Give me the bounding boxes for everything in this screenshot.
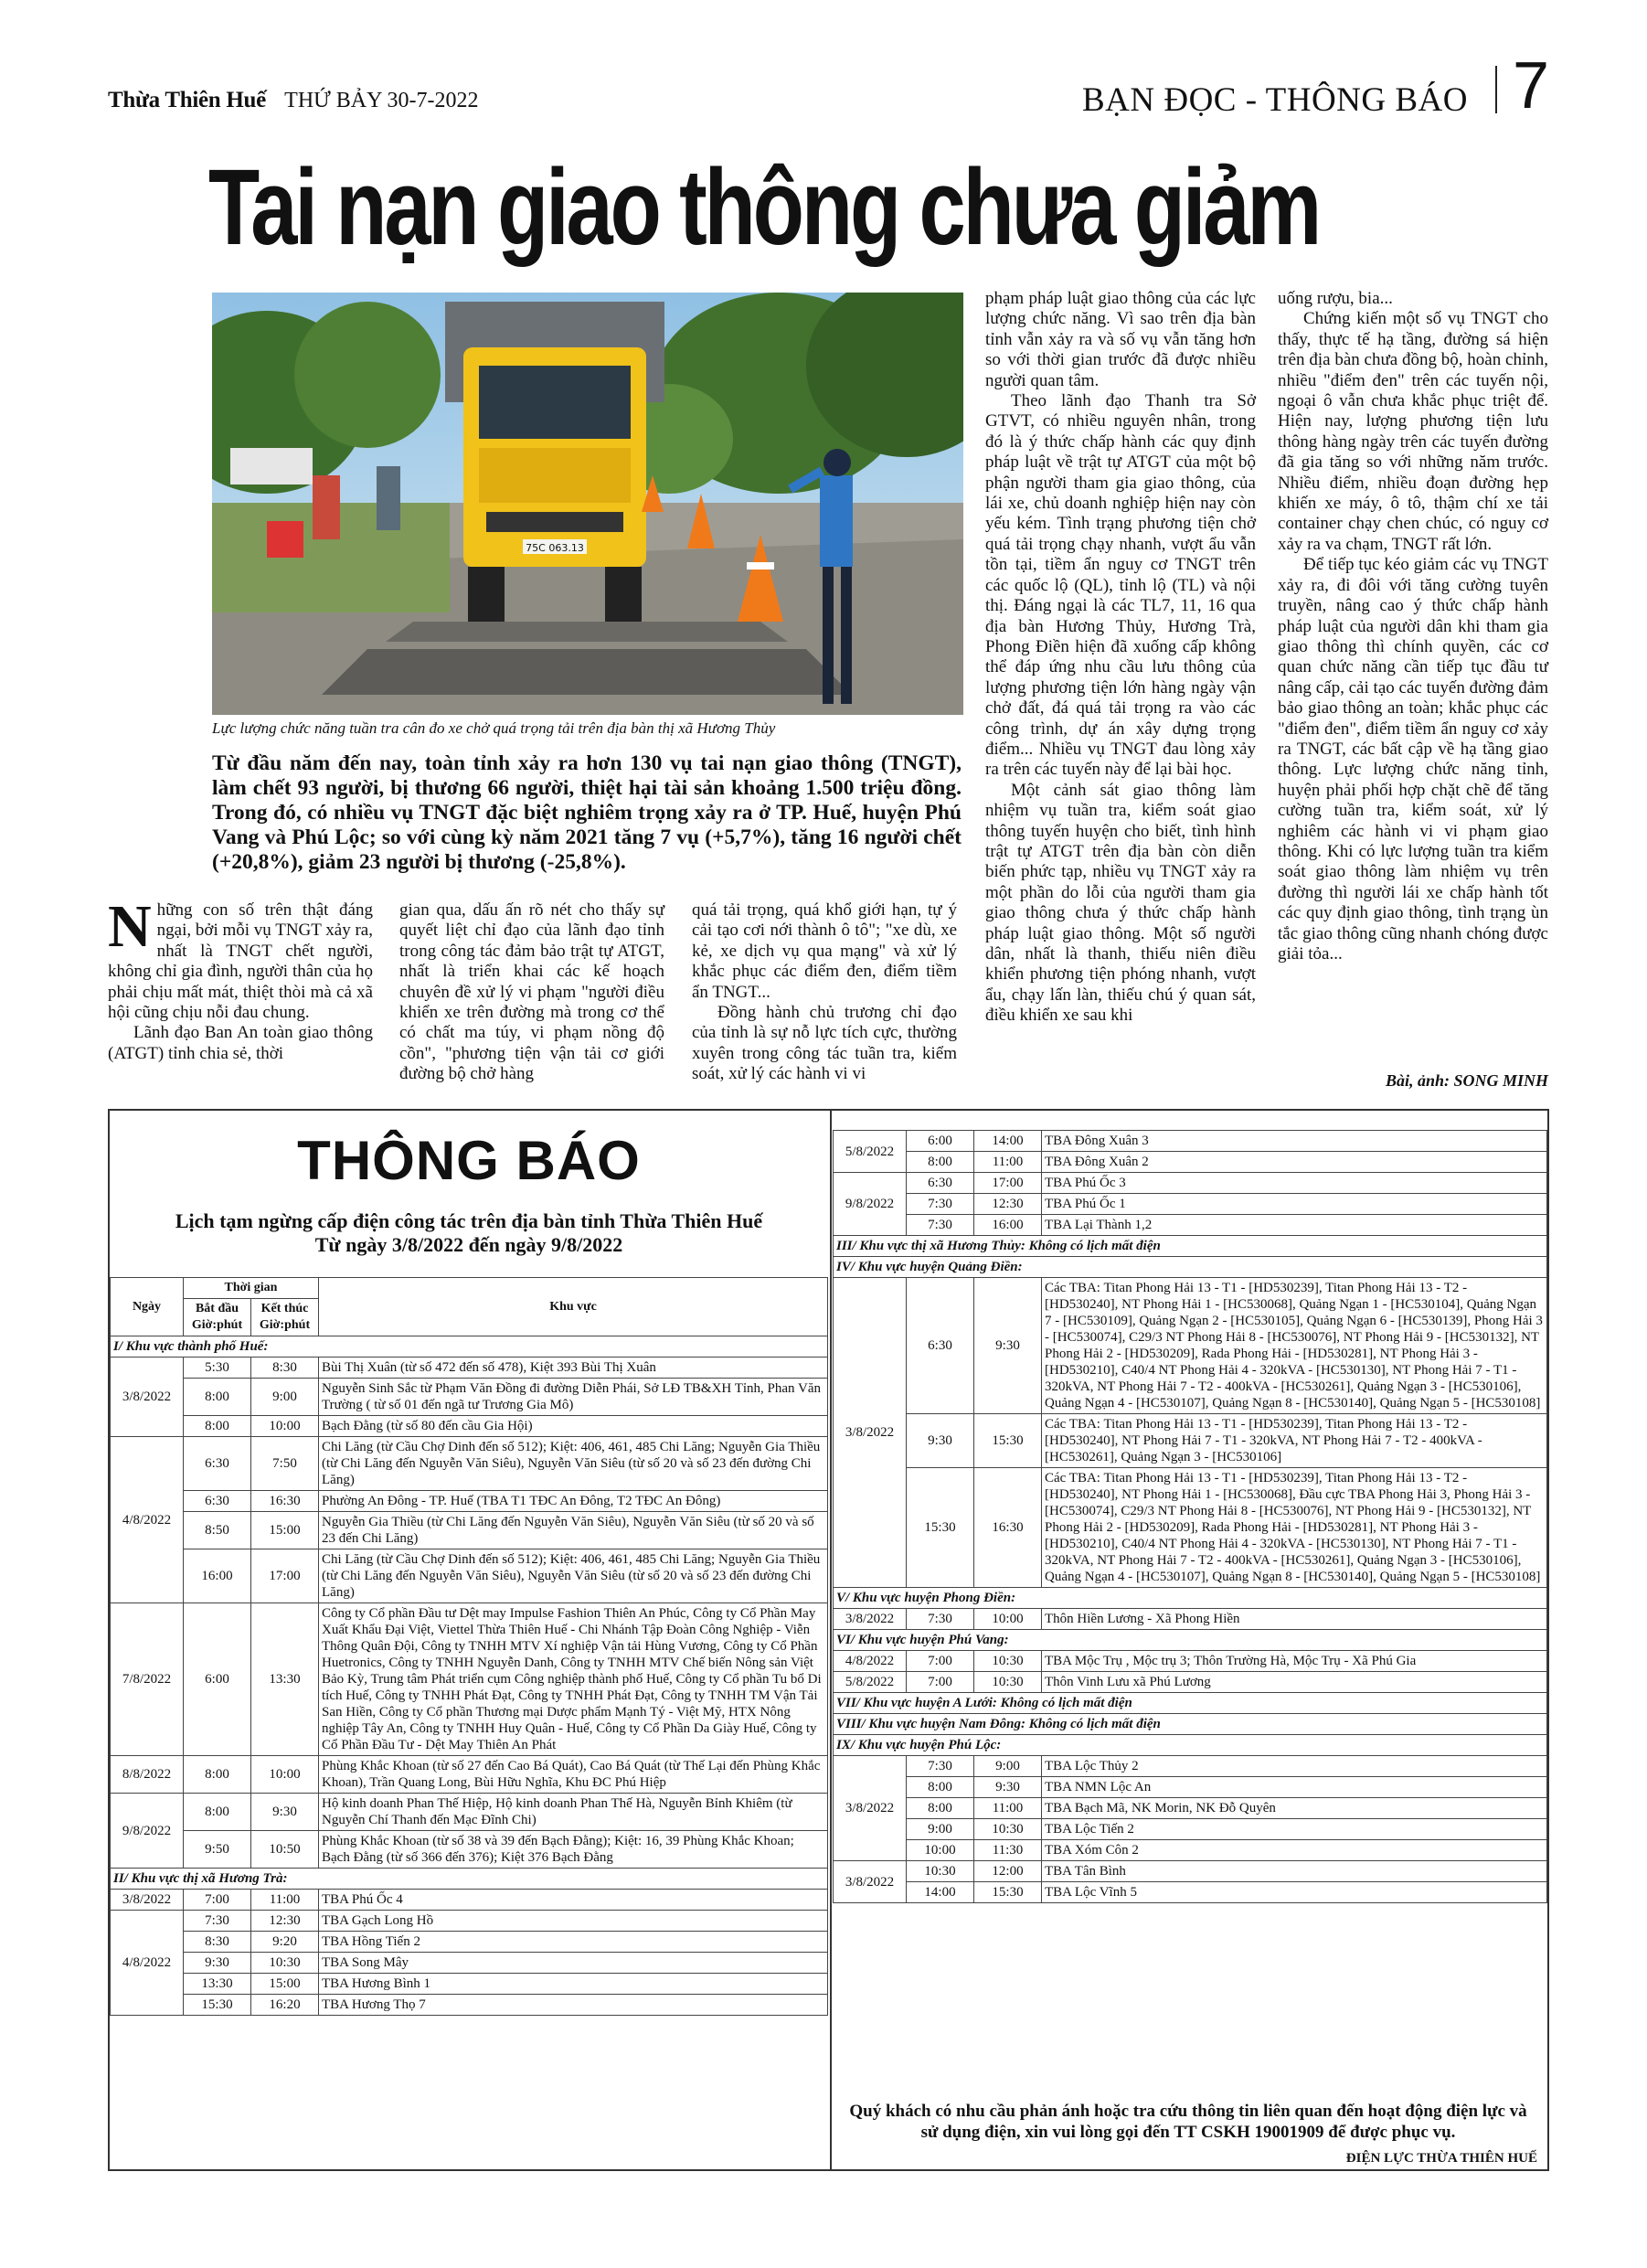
table-row: 4/8/2022 7:00 10:30 TBA Mộc Trụ , Mộc trụ 3; Thôn Trường Hà, Mộc Trụ - Xã Phú Gia (834, 1651, 1547, 1672)
table-row: 5/8/2022 7:00 10:30 Thôn Vinh Lưu xã Phú Lương (834, 1672, 1547, 1693)
table-row: 8:00 9:00 Nguyễn Sinh Sắc từ Phạm Văn Đồng đi đường Diễn Phái, Sở LĐ TB&XH Tỉnh, Phan Văn Trường ( từ số 01 đến ngã tư Trương Gia Mô) (111, 1379, 828, 1416)
schedule-table-left (110, 1277, 828, 2016)
table-row: 8:00 11:00 TBA Đông Xuân 2 (834, 1152, 1547, 1173)
table-row: 16:00 17:00 Chi Lăng (từ Cầu Chợ Dinh đến số 512); Kiệt: 406, 461, 485 Chi Lăng; Nguyễn Gia Thiều (từ Chi Lăng đến Nguyễn Văn Siêu), Nguyễn Văn Siêu (từ số 20 và số 23 đến đường Chi Lăng) (111, 1549, 828, 1603)
table-row: 7/8/2022 6:00 13:30 Công ty Cổ phần Đầu tư Dệt may Impulse Fashion Thiên An Phúc, Công ty Cổ Phần May Xuất Khẩu Đại Việt, Viettel Thừa Thiên Huế - Chi Nhánh Tập Đoàn Công Nghiệp - Viễn Thông Quân Đội, Công ty TNHH MTV Xí nghiệp Vận tải Hùng Vương, Công ty Cổ Phần Huetronics, Công ty TNHH Nguyễn Danh, Công ty TNHH MTV Chế biến Nông sản Việt Bảo Kỳ, Trung tâm Phát triển cụm Công nghiệp thành phố Huế, Công ty Cổ phần Tu bổ Di tích Huế, Công ty TNHH Phát Đạt, Công ty TNHH Phát Đạt, Công ty TNHH TM Vận Tải San Hiền, Công ty Cổ phần Thương mại Dược phẩm Mạnh Tý - Việt Mỹ, HTX Nông nghiệp Tây An, Công ty TNHH Huy Quân - Huế, Công ty Cổ Phần Da Giày Huế, Công ty Cổ Phần Đầu Tư - Dệt May Thiên An Phát (111, 1603, 828, 1756)
table-row: 9:00 10:30 TBA Lộc Tiến 2 (834, 1819, 1547, 1840)
table-row: 8:30 9:20 TBA Hồng Tiến 2 (111, 1932, 828, 1953)
table-row: 15:30 16:30 Các TBA: Titan Phong Hải 13 - T1 - [HD530239], Titan Phong Hải 13 - T2 - [HD530240], NT Phong Hải 1 - [HC530068], Đầu cực TBA Phong Hải 3, Phong Hải 3 - [HC530074], C29/3 NT Phong Hải 8 - [HC530076], NT Phong Hải 9 - [HC530132], NT Phong Hải 2 - [HD530209], Rada Phong Hải - [HD530281], NT Phong Hải 3 - [HD530210], C40/4 NT Phong Hải 4 - 320kVA - [HC530130], NT Phong Hải 7 - T1 - 320kVA, NT Phong Hải 7 - T2 - 400kVA - [HC530261], Quảng Ngạn 3 - [HC530106], Quảng Ngạn 4 - [HC530107], Quảng Ngạn 8 - [HC530140], Quảng Ngạn 5 - [HC530108] (834, 1468, 1547, 1588)
notice-title: THÔNG BÁO (297, 1130, 641, 1191)
table-row: 9:30 15:30 Các TBA: Titan Phong Hải 13 - T1 - [HD530239], Titan Phong Hải 13 - T2 - [HD530240], NT Phong Hải 7 - T1 - 320kVA, NT Phong Hải 7 - T2 - 400kVA - [HC530261], Quảng Ngạn 3 - [HC530106] (834, 1414, 1547, 1468)
masthead: Thừa Thiên Huế (108, 88, 266, 112)
schedule-table-right (833, 1130, 1547, 1903)
table-header-row: Ngày Thời gian Khu vực (111, 1278, 828, 1299)
article-column-5 (1278, 289, 1548, 964)
byline: Bài, ảnh: SONG MINH (1385, 1071, 1548, 1090)
header-divider (1495, 66, 1497, 113)
notice-signature: ĐIỆN LỰC THỪA THIÊN HUẾ (1345, 2151, 1537, 2166)
notice-left-column (110, 1111, 828, 2016)
headline: Tai nạn giao thông chưa giảm (208, 147, 1320, 268)
svg-text:75C 063.13: 75C 063.13 (526, 542, 584, 554)
section-row: VII/ Khu vực huyện A Lưới: Không có lịch mất điện (834, 1693, 1547, 1714)
table-row: 8:00 9:30 TBA NMN Lộc An (834, 1777, 1547, 1798)
table-row: 3/8/2022 7:00 11:00 TBA Phú Ốc 4 (111, 1890, 828, 1911)
article-paragraph: uống rượu, bia... (1278, 289, 1393, 308)
table-row: 9/8/2022 8:00 9:30 Hộ kinh doanh Phan Thế Hiệp, Hộ kinh doanh Phan Thế Hà, Nguyễn Bỉnh Khiêm (từ Nguyễn Chí Thanh đến Mạc Đĩnh Chi) (111, 1794, 828, 1831)
photo-caption: Lực lượng chức năng tuần tra cân đo xe chở quá trọng tải trên địa bàn thị xã Hương Thủy (212, 719, 776, 737)
table-row: 7:30 12:30 TBA Phú Ốc 1 (834, 1194, 1547, 1215)
section-row: II/ Khu vực thị xã Hương Trà: (111, 1869, 828, 1890)
page-number: 7 (1513, 49, 1550, 122)
table-row: 8:00 11:00 TBA Bạch Mã, NK Morin, NK Đỗ Quyên (834, 1798, 1547, 1819)
article-paragraph: phạm pháp luật giao thông của các lực lượng chức năng. Vì sao trên địa bàn tỉnh vẫn xảy ra và số vụ vẫn tăng hơn so với thời gian trước đã được nhiều người quan tâm. (985, 289, 1256, 390)
table-row: 3/8/2022 5:30 8:30 Bùi Thị Xuân (từ số 472 đến số 478), Kiệt 393 Bùi Thị Xuân (111, 1358, 828, 1379)
section-row: V/ Khu vực huyện Phong Điền: (834, 1588, 1547, 1609)
table-row: 4/8/2022 7:30 12:30 TBA Gạch Long Hồ (111, 1911, 828, 1932)
article-paragraph: Một cảnh sát giao thông làm nhiệm vụ tuần tra, kiểm soát giao thông tuyến huyện cho biết, tình hình trật tự ATGT trên địa bàn còn diễn biến phức tạp, nhiều vụ TNGT xảy ra một phần do lỗi của người tham gia giao thông chưa ý thức chấp hành pháp luật giao thông. Một số người dân, nhất là thanh, thiếu niên điều khiển phương tiện phóng nhanh, vượt ẩu, chạy lấn làn, thiếu chú ý quan sát, điều khiển xe sau khi (985, 780, 1256, 1026)
table-row: 7:30 16:00 TBA Lại Thành 1,2 (834, 1215, 1547, 1236)
article-paragraph: Để tiếp tục kéo giảm các vụ TNGT xảy ra, đi đôi với tăng cường tuyên truyền, nâng cao ý thức chấp hành pháp luật của người dân khi tham gia giao thông thì chính quyền, các cơ quan chức năng cần tiếp tục đầu tư nâng cấp, cải tạo các tuyến đường đảm bảo giao thông an toàn; khắc phục các "điểm đen", điểm tiềm ẩn nguy cơ xảy ra TNGT, các bất cập về hạ tầng giao thông. Lực lượng chức năng tỉnh, huyện phải phối hợp chặt chẽ để tăng cường tuần tra, kiểm soát, xử lý nghiêm các hành vi vi phạm giao thông. Khi có lực lượng tuần tra kiểm soát giao thông làm nhiệm vụ trên đường thì người lái xe chấp hành tốt các quy định giao thông, tình trạng ùn tắc giao thông cũng nhanh chóng được giải tỏa... (1278, 555, 1548, 964)
table-row: 9:50 10:50 Phùng Khắc Khoan (từ số 38 và 39 đến Bạch Đằng); Kiệt: 16, 39 Phùng Khắc Khoan; Bạch Đằng (từ số 366 đến 376); Kiệt 376 Bạch Đằng (111, 1831, 828, 1869)
article-lead: Từ đầu năm đến nay, toàn tỉnh xảy ra hơn 130 vụ tai nạn giao thông (TNGT), làm chết 93 người, bị thương 66 người, thiệt hại tài sản khoảng 1.500 triệu đồng. Trong đó, có nhiều vụ TNGT đặc biệt nghiêm trọng xảy ra ở TP. Huế, huyện Phú Vang và Phú Lộc; so với cùng kỳ năm 2021 tăng 7 vụ (+5,7%), tăng 16 người chết (+20,8%), giảm 23 người bị thương (-25,8%). (212, 751, 962, 874)
article-column-3 (692, 900, 957, 1085)
table-row: 3/8/2022 6:30 9:30 Các TBA: Titan Phong Hải 13 - T1 - [HD530239], Titan Phong Hải 13 - T2 - [HD530240], NT Phong Hải 1 - [HC530068], Quảng Ngạn 1 - [HC530104], Quảng Ngạn 7 - [HC530109], Quảng Ngạn 2 - [HC530105], Quảng Ngạn 6 - [HC530139], Phong Hải 3 - [HC530074], C29/3 NT Phong Hải 8 - [HC530076], NT Phong Hải 9 - [HC530132], NT Phong Hải 2 - [HD530209], Rada Phong Hải - [HD530281], NT Phong Hải 3 - [HD530210], C40/4 NT Phong Hải 4 - 320kVA - [HC530130], NT Phong Hải 7 - T1 - 320kVA, NT Phong Hải 7 - T2 - 400kVA - [HC530261], Quảng Ngạn 3 - [HC530106], Quảng Ngạn 4 - [HC530107], Quảng Ngạn 8 - [HC530140], Quảng Ngạn 5 - [HC530108] (834, 1278, 1547, 1414)
table-row: 3/8/2022 10:30 12:00 TBA Tân Bình (834, 1861, 1547, 1882)
table-row: 3/8/2022 7:30 10:00 Thôn Hiền Lương - Xã Phong Hiền (834, 1609, 1547, 1630)
table-row: 9:30 10:30 TBA Song Mây (111, 1953, 828, 1974)
article-paragraph: Chứng kiến một số vụ TNGT cho thấy, thực tế hạ tầng, đường sá hiện trên địa bàn chưa đồng bộ, hoàn chỉnh, nhiều "điểm đen" trên các tuyến nội, ngoại ô vẫn chưa khắc phục triệt để. Hiện nay, lượng phương tiện lưu thông hàng ngày trên các tuyến đường đã gia tăng so với những năm trước. Nhiều điểm, nhiều đoạn đường hẹp khiến xe máy, ô tô, thậm chí xe tải container chạy chen chúc, có nguy cơ xảy ra va chạm, TNGT rất lớn. (1278, 309, 1548, 554)
table-row: 9/8/2022 6:30 17:00 TBA Phú Ốc 3 (834, 1173, 1547, 1194)
table-row: 14:00 15:30 TBA Lộc Vĩnh 5 (834, 1882, 1547, 1903)
page-header-left (108, 88, 479, 113)
article-paragraph: quá tải trọng, quá khổ giới hạn, tự ý cải tạo cơi nới thành ô tô"; "xe dù, xe kẻ, xe dịch vụ qua mạng" và xử lý khắc phục các điểm đen, điểm tiềm ẩn TNGT... (692, 900, 957, 1002)
table-row: 4/8/2022 6:30 7:50 Chi Lăng (từ Cầu Chợ Dinh đến số 512); Kiệt: 406, 461, 485 Chi Lăng; Nguyễn Gia Thiều (từ Chi Lăng đến Nguyễn Văn Siêu), Nguyễn Văn Siêu (từ số 20 và số 23 đến đường Chi Lăng) (111, 1437, 828, 1491)
article-column-4 (985, 289, 1256, 1027)
article-paragraph: gian qua, dấu ấn rõ nét cho thấy sự quyết liệt chỉ đạo của lãnh đạo tỉnh trong công tác đảm bảo trật tự ATGT, nhất là triển khai các kế hoạch chuyên đề xử lý vi phạm "người điều khiển xe trên đường mà trong cơ thể có chất ma túy, vi phạm nồng độ cồn", "phương tiện vận tải cơ giới đường bộ chở hàng (399, 900, 664, 1084)
table-row: 13:30 15:00 TBA Hương Bình 1 (111, 1974, 828, 1995)
table-row: 15:30 16:20 TBA Hương Thọ 7 (111, 1995, 828, 2016)
notice-contact-text: Quý khách có nhu cầu phản ánh hoặc tra cứu thông tin liên quan đến hoạt động điện lực và sử dụng điện, xin vui lòng gọi đến TT CSKH 19001909 để được phục vụ. (849, 2102, 1527, 2142)
notice-column-divider (830, 1111, 832, 2169)
truck-weighing-photo (212, 293, 963, 715)
table-row: 5/8/2022 6:00 14:00 TBA Đông Xuân 3 (834, 1131, 1547, 1152)
article-paragraph: Theo lãnh đạo Thanh tra Sở GTVT, có nhiều nguyên nhân, trong đó là ý thức chấp hành các quy định pháp luật về trật tự ATGT của một bộ phận người tham gia giao thông, của lái xe, chủ doanh nghiệp hiện nay còn yếu kém. Tình trạng phương tiện chở quá tải trọng chạy nhanh, vượt ẩu vẫn tồn tại, tiềm ẩn nguy cơ TNGT trên các quốc lộ (QL), tỉnh lộ (TL) và nội thị. Đáng ngại là các TL7, 11, 16 qua địa bàn Hương Thủy, Hương Trà, Phong Điền hiện đã xuống cấp không thể đáp ứng nhu cầu lưu thông của lượng phương tiện lớn hàng ngày vận chở đất, đá quá tải trọng ra vào các công trình, dự án xây dựng trọng điểm... Nhiều vụ TNGT đau lòng xảy ra trên các tuyến này để lại bài học. (985, 391, 1256, 780)
notice-subtitle: Lịch tạm ngừng cấp điện công tác trên địa bàn tỉnh Thừa Thiên Huế Từ ngày 3/8/2022 đến ngày 9/8/2022 (175, 1209, 763, 1256)
article-column-1 (108, 893, 373, 1064)
drop-cap: N (108, 893, 152, 960)
section-title: BẠN ĐỌC - THÔNG BÁO (1082, 81, 1468, 119)
table-row: 6:30 16:30 Phường An Đông - TP. Huế (TBA T1 TĐC An Đông, T2 TĐC An Đông) (111, 1491, 828, 1512)
table-row: 3/8/2022 7:30 9:00 TBA Lộc Thủy 2 (834, 1756, 1547, 1777)
table-row: 10:00 11:30 TBA Xóm Côn 2 (834, 1840, 1547, 1861)
section-row: IV/ Khu vực huyện Quảng Điền: (834, 1257, 1547, 1278)
article-paragraph: Lãnh đạo Ban An toàn giao thông (ATGT) tỉnh chia sẻ, thời (108, 1023, 373, 1063)
table-row: 8:50 15:00 Nguyễn Gia Thiều (từ Chi Lăng đến Nguyễn Văn Siêu), Nguyễn Văn Siêu (từ số 20 và số 23 đến Chi Lăng) (111, 1512, 828, 1549)
section-row: IX/ Khu vực huyện Phú Lộc: (834, 1735, 1547, 1756)
article-paragraph: Những con số trên thật đáng ngại, bởi mỗi vụ TNGT xảy ra, nhất là TNGT chết người, không chỉ gia đình, người thân của họ phải chịu mất mát, thiệt thòi mà cả xã hội cũng chịu nỗi đau chung. (108, 893, 373, 1023)
section-row: VI/ Khu vực huyện Phú Vang: (834, 1630, 1547, 1651)
section-row: I/ Khu vực thành phố Huế: (111, 1336, 828, 1358)
article-column-2 (399, 900, 664, 1085)
section-row: III/ Khu vực thị xã Hương Thủy: Không có lịch mất điện (834, 1236, 1547, 1257)
article-paragraph: Đồng hành chủ trương chỉ đạo của tỉnh là sự nỗ lực tích cực, thường xuyên trong công tác tuần tra, kiểm soát, xử lý các hành vi vi (692, 1003, 957, 1084)
section-row: VIII/ Khu vực huyện Nam Đông: Không có lịch mất điện (834, 1714, 1547, 1735)
issue-date: THỨ BẢY 30-7-2022 (284, 89, 479, 112)
notice-right-column (833, 1130, 1547, 1903)
table-row: 8:00 10:00 Bạch Đằng (từ số 80 đến cầu Gia Hội) (111, 1416, 828, 1437)
table-row: 8/8/2022 8:00 10:00 Phùng Khắc Khoan (từ số 27 đến Cao Bá Quát), Cao Bá Quát (từ Thế Lại đến Phùng Khắc Khoan), Trần Quang Long, Bùi Hữu Nghĩa, Khu ĐC Phú Hiệp (111, 1756, 828, 1794)
table-header-row: Bắt đầu Giờ:phút Kết thúc Giờ:phút (111, 1299, 828, 1336)
article-photo (212, 293, 963, 715)
